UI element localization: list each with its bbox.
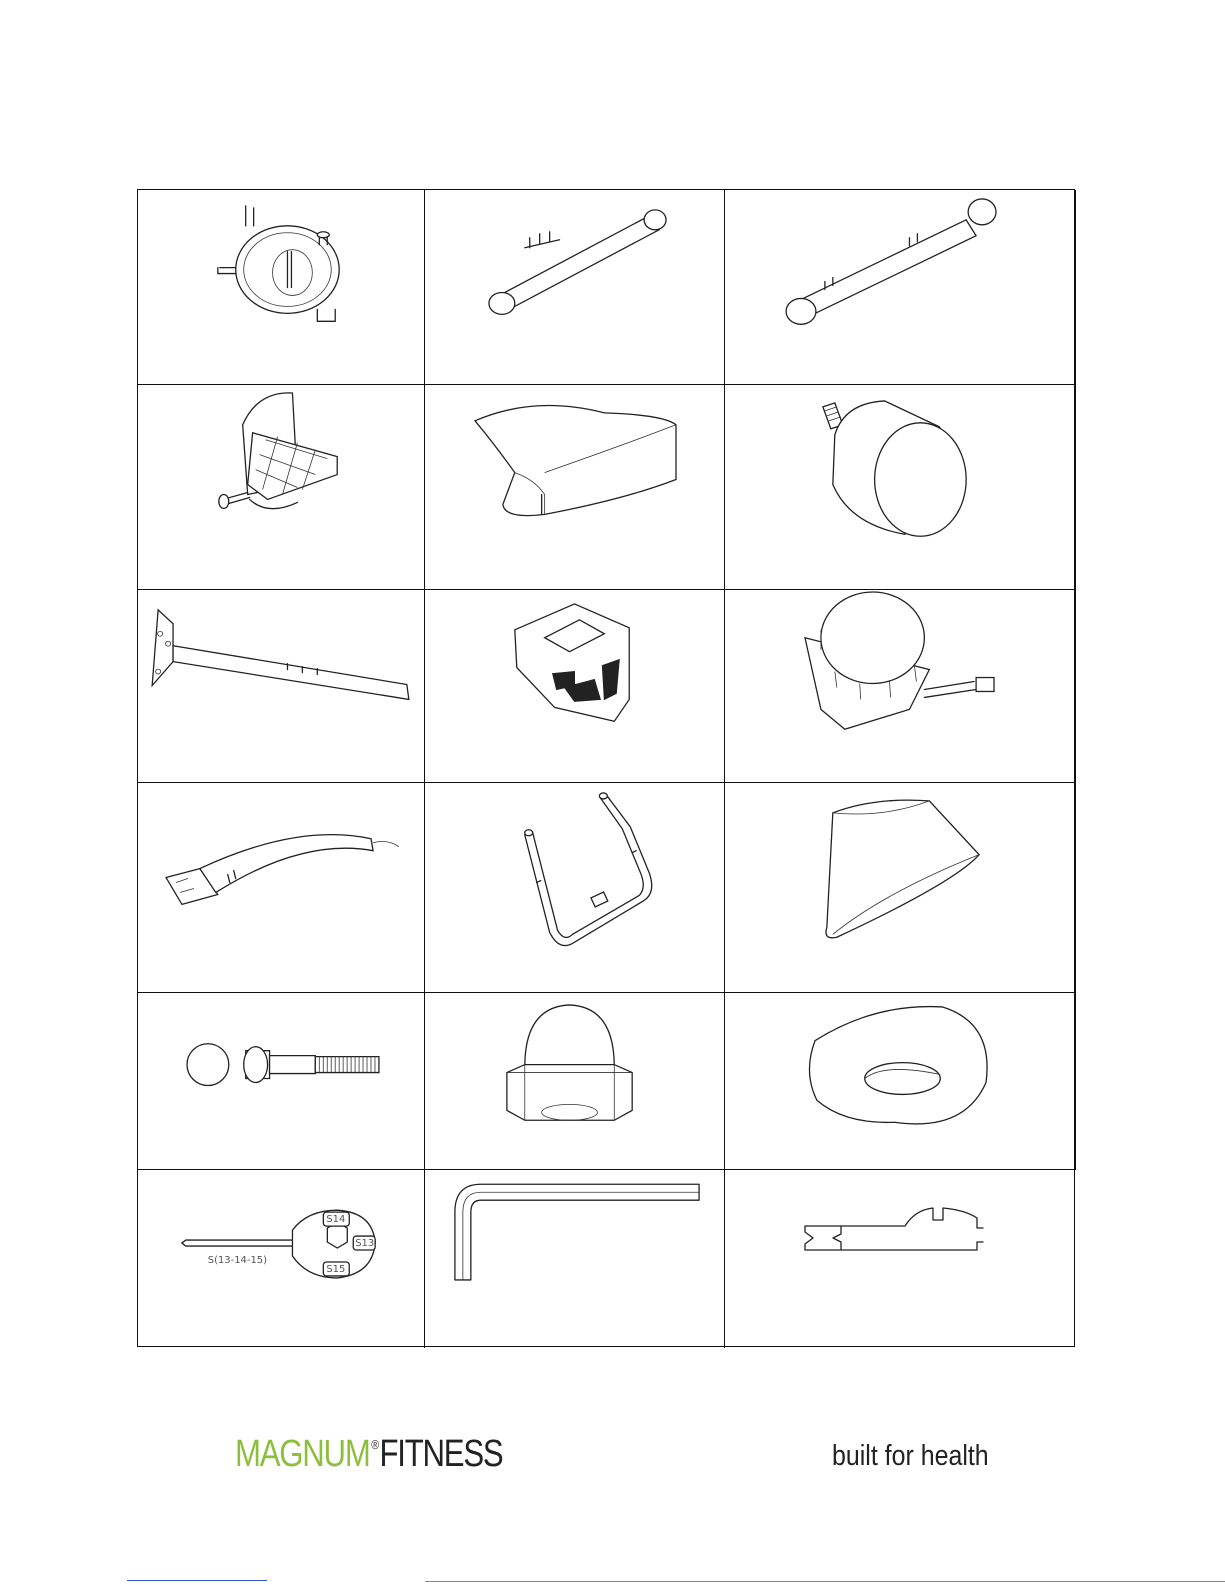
spanner-icon [725,1170,1076,1348]
part-cell-handlebar-post [138,783,425,993]
cover-icon [725,783,1075,992]
part-cell-main-frame [138,190,425,385]
wrench-icon [138,1170,424,1348]
console-icon [425,590,724,782]
part-cell-tension-knob [725,385,1076,590]
part-cell-pedal [138,385,425,590]
part-cell-saddle [425,385,725,590]
main-frame-icon [138,190,424,384]
nut-icon [425,993,724,1169]
knob-cable-icon [725,590,1075,782]
bottom-rule [425,1581,1225,1582]
parts-grid [137,189,1075,1347]
wrench-handle-label: S(13-14-15) [207,1254,268,1266]
seat-post-icon [138,590,424,782]
pedal-icon [138,385,424,589]
handlebar-icon [425,783,724,992]
wrench-s15-label: S15 [326,1263,346,1275]
saddle-icon [425,385,724,589]
part-cell-seat-post [138,590,425,783]
parts-sheet [137,189,1075,1347]
part-cell-allen-key [425,1170,725,1348]
bolt-icon [138,993,424,1169]
brand-tagline: built for health [832,1440,989,1472]
part-cell-cover [725,783,1076,993]
rear-stabilizer-icon [725,190,1075,384]
wrench-s13-label: S13 [355,1238,375,1250]
brand-logo [235,1433,502,1476]
part-cell-acorn-nut [425,993,725,1170]
part-cell-multi-wrench [138,1170,425,1348]
registered-mark: ® [371,1437,378,1452]
bottom-link-underline [127,1580,267,1581]
brand-name-secondary: FITNESS [379,1433,503,1475]
wrench-s14-label: S14 [326,1214,346,1226]
knob-icon [725,385,1075,589]
part-cell-console [425,590,725,783]
part-cell-knob-with-cable [725,590,1076,783]
front-stabilizer-icon [425,190,724,384]
part-cell-washer [725,993,1076,1170]
handlebar-post-icon [138,783,424,992]
brand-name-primary: MAGNUM [235,1433,370,1475]
part-cell-front-stabilizer [425,190,725,385]
allen-key-icon [425,1170,724,1348]
part-cell-spanner [725,1170,1076,1348]
washer-icon [725,993,1075,1169]
part-cell-bolt-and-cap [138,993,425,1170]
part-cell-handlebar [425,783,725,993]
part-cell-rear-stabilizer [725,190,1076,385]
